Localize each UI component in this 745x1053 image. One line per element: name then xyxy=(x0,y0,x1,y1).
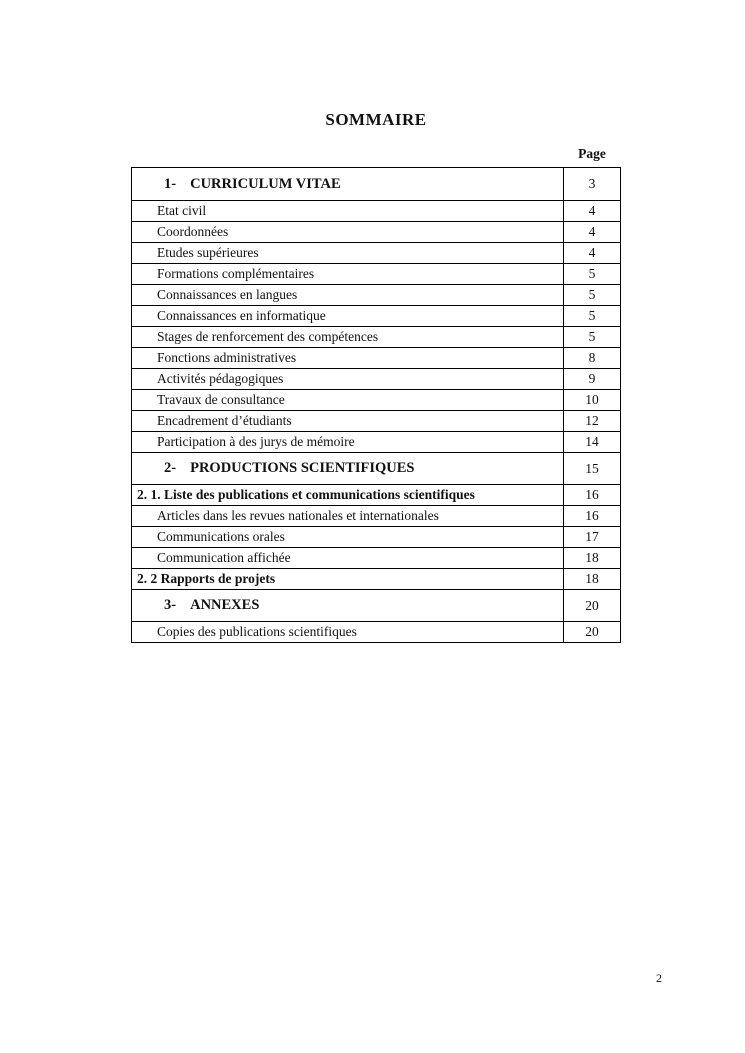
toc-entry-text: Copies des publications scientifiques xyxy=(157,624,357,639)
table-row xyxy=(132,568,620,589)
table-row xyxy=(132,242,620,263)
toc-entry-text: ANNEXES xyxy=(190,597,260,613)
table-row xyxy=(132,284,620,305)
table-row xyxy=(132,505,620,526)
toc-entry-page: 9 xyxy=(563,369,620,389)
table-row xyxy=(132,410,620,431)
toc-entry-page: 5 xyxy=(563,264,620,284)
toc-entry-page: 14 xyxy=(563,432,620,452)
toc-entry-label xyxy=(132,264,563,284)
toc-entry-text: Communication affichée xyxy=(157,550,291,565)
toc-entry-text: Coordonnées xyxy=(157,224,229,239)
toc-entry-page: 5 xyxy=(563,327,620,347)
toc-entry-label xyxy=(132,348,563,368)
toc-entry-label xyxy=(132,168,563,200)
table-row xyxy=(132,389,620,410)
toc-entry-text: Participation à des jurys de mémoire xyxy=(157,434,355,449)
toc-entry-text: Formations complémentaires xyxy=(157,266,315,281)
toc-entry-text: Communications orales xyxy=(157,529,285,544)
toc-entry-label xyxy=(132,390,563,410)
toc-entry-text: Connaissances en langues xyxy=(157,287,298,302)
table-row xyxy=(132,621,620,642)
toc-entry-label xyxy=(132,306,563,326)
toc-entry-text: Articles dans les revues nationales et internationales xyxy=(157,508,439,523)
table-row xyxy=(132,589,620,621)
table-row xyxy=(132,452,620,484)
table-row xyxy=(132,368,620,389)
toc-entry-text: Etudes supérieures xyxy=(157,245,259,260)
toc-entry-text: 2. 2 Rapports de projets xyxy=(137,571,276,586)
toc-entry-page: 12 xyxy=(563,411,620,431)
table-row xyxy=(132,484,620,505)
toc-entry-text: Activités pédagogiques xyxy=(157,371,284,386)
toc-entry-page: 5 xyxy=(563,285,620,305)
page-column-header: Page xyxy=(578,146,606,161)
toc-entry-page: 20 xyxy=(563,622,620,642)
toc-entry-page: 8 xyxy=(563,348,620,368)
toc-entry-label xyxy=(132,243,563,263)
table-row xyxy=(132,347,620,368)
toc-entry-label xyxy=(132,506,563,526)
toc-entry-page: 3 xyxy=(563,168,620,200)
toc-entry-text: 2. 1. Liste des publications et communications scientifiques xyxy=(137,487,475,502)
toc-entry-page: 20 xyxy=(563,590,620,621)
toc-entry-page: 10 xyxy=(563,390,620,410)
toc-entry-label xyxy=(132,548,563,568)
table-row xyxy=(132,305,620,326)
toc-entry-page: 18 xyxy=(563,569,620,589)
toc-entry-page: 4 xyxy=(563,201,620,221)
toc-entry-label xyxy=(132,285,563,305)
toc-entry-text: Stages de renforcement des compétences xyxy=(157,329,379,344)
toc-entry-page: 5 xyxy=(563,306,620,326)
table-row xyxy=(132,168,620,200)
table-row xyxy=(132,221,620,242)
toc-entry-label xyxy=(132,432,563,452)
toc-entry-text: Etat civil xyxy=(157,203,207,218)
toc-entry-label xyxy=(132,411,563,431)
footer-page-number: 2 xyxy=(656,971,662,985)
toc-entry-number: 3- xyxy=(164,597,177,613)
toc-table xyxy=(131,167,621,643)
toc-entry-text: CURRICULUM VITAE xyxy=(190,175,341,192)
toc-entry-page: 15 xyxy=(563,453,620,484)
toc-entry-text: Travaux de consultance xyxy=(157,392,285,407)
toc-entry-label xyxy=(132,453,563,484)
toc-entry-page: 16 xyxy=(563,485,620,505)
toc-entry-label xyxy=(132,327,563,347)
table-row xyxy=(132,200,620,221)
toc-entry-number: 2- xyxy=(164,460,177,476)
toc-entry-page: 4 xyxy=(563,243,620,263)
toc-entry-label xyxy=(132,527,563,547)
toc-entry-label xyxy=(132,485,563,505)
toc-entry-page: 18 xyxy=(563,548,620,568)
toc-entry-label xyxy=(132,622,563,642)
toc-entry-page: 17 xyxy=(563,527,620,547)
toc-entry-label xyxy=(132,201,563,221)
table-row xyxy=(132,326,620,347)
table-row xyxy=(132,431,620,452)
toc-entry-text: Fonctions administratives xyxy=(157,350,297,365)
toc-entry-label xyxy=(132,590,563,621)
toc-entry-text: Connaissances en informatique xyxy=(157,308,326,323)
toc-entry-page: 16 xyxy=(563,506,620,526)
toc-entry-text: PRODUCTIONS SCIENTIFIQUES xyxy=(190,460,415,476)
table-row xyxy=(132,263,620,284)
toc-entry-label xyxy=(132,569,563,589)
table-row xyxy=(132,526,620,547)
table-row xyxy=(132,547,620,568)
toc-entry-number: 1- xyxy=(164,175,177,192)
toc-entry-label xyxy=(132,369,563,389)
toc-entry-page: 4 xyxy=(563,222,620,242)
page-title: SOMMAIRE xyxy=(325,110,427,129)
toc-entry-text: Encadrement d’étudiants xyxy=(157,413,292,428)
toc-entry-label xyxy=(132,222,563,242)
